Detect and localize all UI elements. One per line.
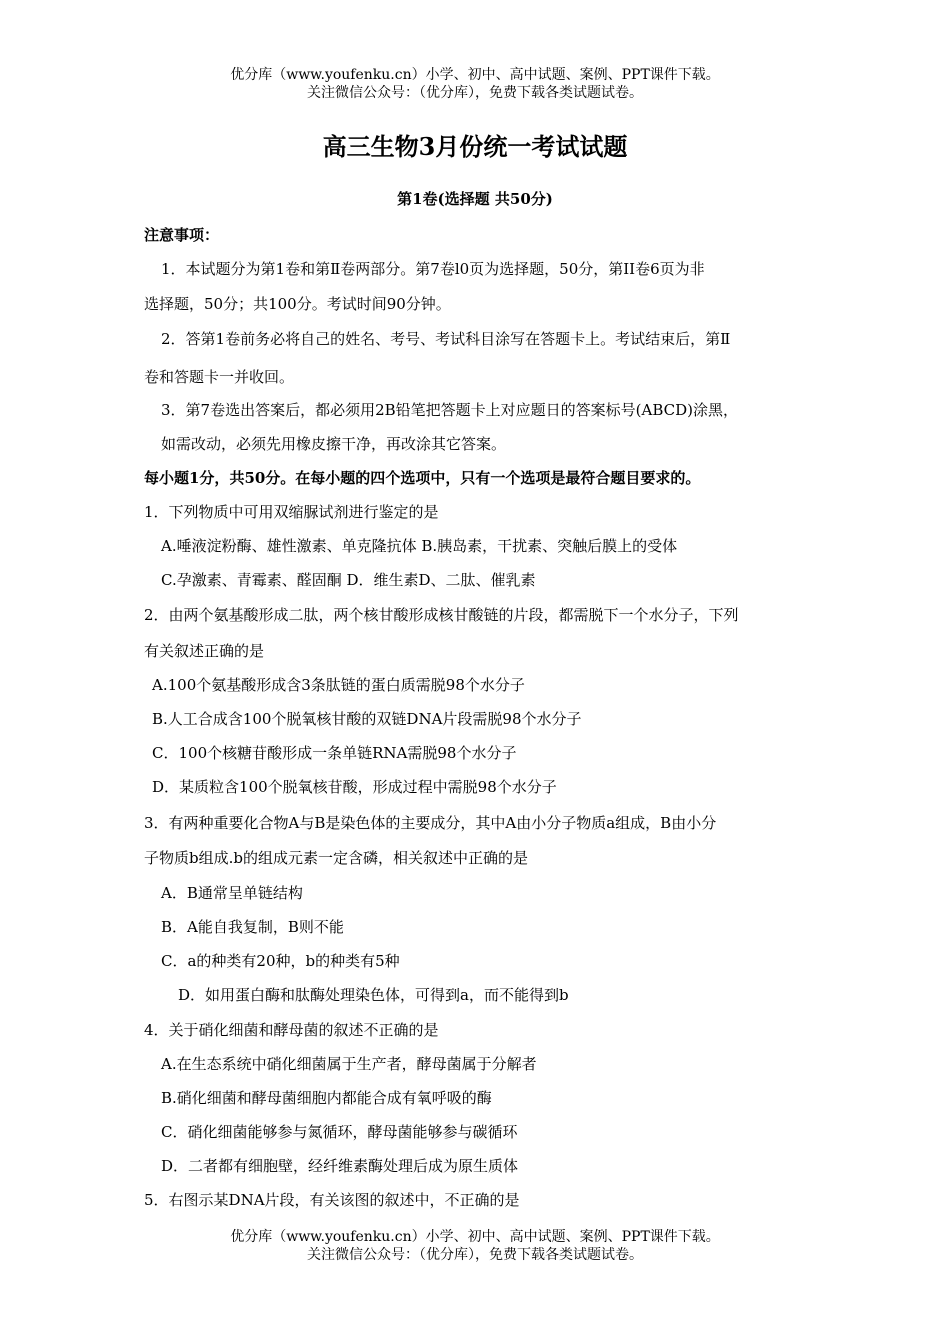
question-3-option-d: D．如用蛋白酶和肽酶处理染色体，可得到a，而不能得到b xyxy=(178,986,569,1004)
question-4-stem: 4．关于硝化细菌和酵母菌的叙述不正确的是 xyxy=(144,1021,439,1039)
question-2-option-d: D．某质粒含100个脱氧核苷酸，形成过程中需脱98个水分子 xyxy=(152,778,557,796)
notice-item-3: 3．第7卷选出答案后，都必须用2B铅笔把答题卡上对应题日的答案标号(ABCD)涂黑， xyxy=(161,401,738,419)
question-1-options-ab: A.唾液淀粉酶、雄性激素、单克隆抗体 B.胰岛素，干扰素、突触后膜上的受体 xyxy=(161,537,678,555)
page-header xyxy=(0,66,950,102)
section-subtitle: 第1卷(选择题 共50分) xyxy=(397,190,553,208)
question-4-option-a: A.在生态系统中硝化细菌属于生产者，酵母菌属于分解者 xyxy=(161,1055,537,1073)
notice-item-1: 1．本试题分为第1卷和第Ⅱ卷两部分。第7卷l0页为选择题，50分，第II卷6页为非 xyxy=(161,260,705,278)
question-3-option-b: B．A能自我复制，B则不能 xyxy=(161,918,344,936)
notice-item-2-cont: 卷和答题卡一并收回。 xyxy=(144,368,295,386)
question-2-stem: 2．由两个氨基酸形成二肽，两个核甘酸形成核甘酸链的片段，都需脱下一个水分子，下列 xyxy=(144,606,739,624)
question-2-option-c: C．100个核糖苷酸形成一条单链RNA需脱98个水分子 xyxy=(152,744,517,762)
header-line-2: 关注微信公众号：（优分库），免费下载各类试题试卷。 xyxy=(307,85,643,101)
question-3-stem-cont: 子物质b组成.b的组成元素一定含磷，相关叙述中正确的是 xyxy=(144,849,528,867)
section-instruction: 每小题1分，共50分。在每小题的四个选项中，只有一个选项是最符合题目要求的。 xyxy=(144,469,701,487)
notice-item-2: 2．答第1卷前务必将自己的姓名、考号、考试科目涂写在答题卡上。考试结束后，第Ⅱ xyxy=(161,330,731,348)
notice-item-3-cont: 如需改动，必须先用橡皮擦干净，再改涂其它答案。 xyxy=(161,435,507,453)
question-4-option-b: B.硝化细菌和酵母菌细胞内都能合成有氧呼吸的酶 xyxy=(161,1089,492,1107)
footer-line-2: 关注微信公众号：（优分库），免费下载各类试题试卷。 xyxy=(307,1247,643,1263)
question-5-stem: 5．右图示某DNA片段，有关该图的叙述中，不正确的是 xyxy=(144,1191,520,1209)
question-3-option-c: C．a的种类有20种，b的种类有5种 xyxy=(161,952,400,970)
question-1-stem: 1．下列物质中可用双缩脲试剂进行鉴定的是 xyxy=(144,503,439,521)
question-2-option-a: A.100个氨基酸形成含3条肽链的蛋白质需脱98个水分子 xyxy=(152,676,525,694)
header-line-1: 优分库（www.youfenku.cn）小学、初中、高中试题、案例、PPT课件下载。 xyxy=(230,67,720,83)
question-3-option-a: A．B通常呈单链结构 xyxy=(161,884,303,902)
footer-line-1: 优分库（www.youfenku.cn）小学、初中、高中试题、案例、PPT课件下载。 xyxy=(230,1229,720,1245)
question-2-stem-cont: 有关叙述正确的是 xyxy=(144,642,265,660)
question-2-option-b: B.人工合成含100个脱氧核甘酸的双链DNA片段需脱98个水分子 xyxy=(152,710,582,728)
question-4-option-d: D．二者都有细胞壁，经纤维素酶处理后成为原生质体 xyxy=(161,1157,519,1175)
exam-title: 高三生物3月份统一考试试题 xyxy=(322,132,628,161)
notice-item-1-cont: 选择题，50分；共100分。考试时间90分钟。 xyxy=(144,295,451,313)
question-1-options-cd: C.孕激素、青霉素、醛固酮 D．维生素D、二肽、催乳素 xyxy=(161,571,536,589)
notice-heading: 注意事项： xyxy=(144,226,220,244)
question-3-stem: 3．有两种重要化合物A与B是染色体的主要成分，其中A由小分子物质a组成，B由小分 xyxy=(144,814,717,832)
question-4-option-c: C．硝化细菌能够参与氮循环，酵母菌能够参与碳循环 xyxy=(161,1123,518,1141)
page-footer xyxy=(0,1228,950,1264)
